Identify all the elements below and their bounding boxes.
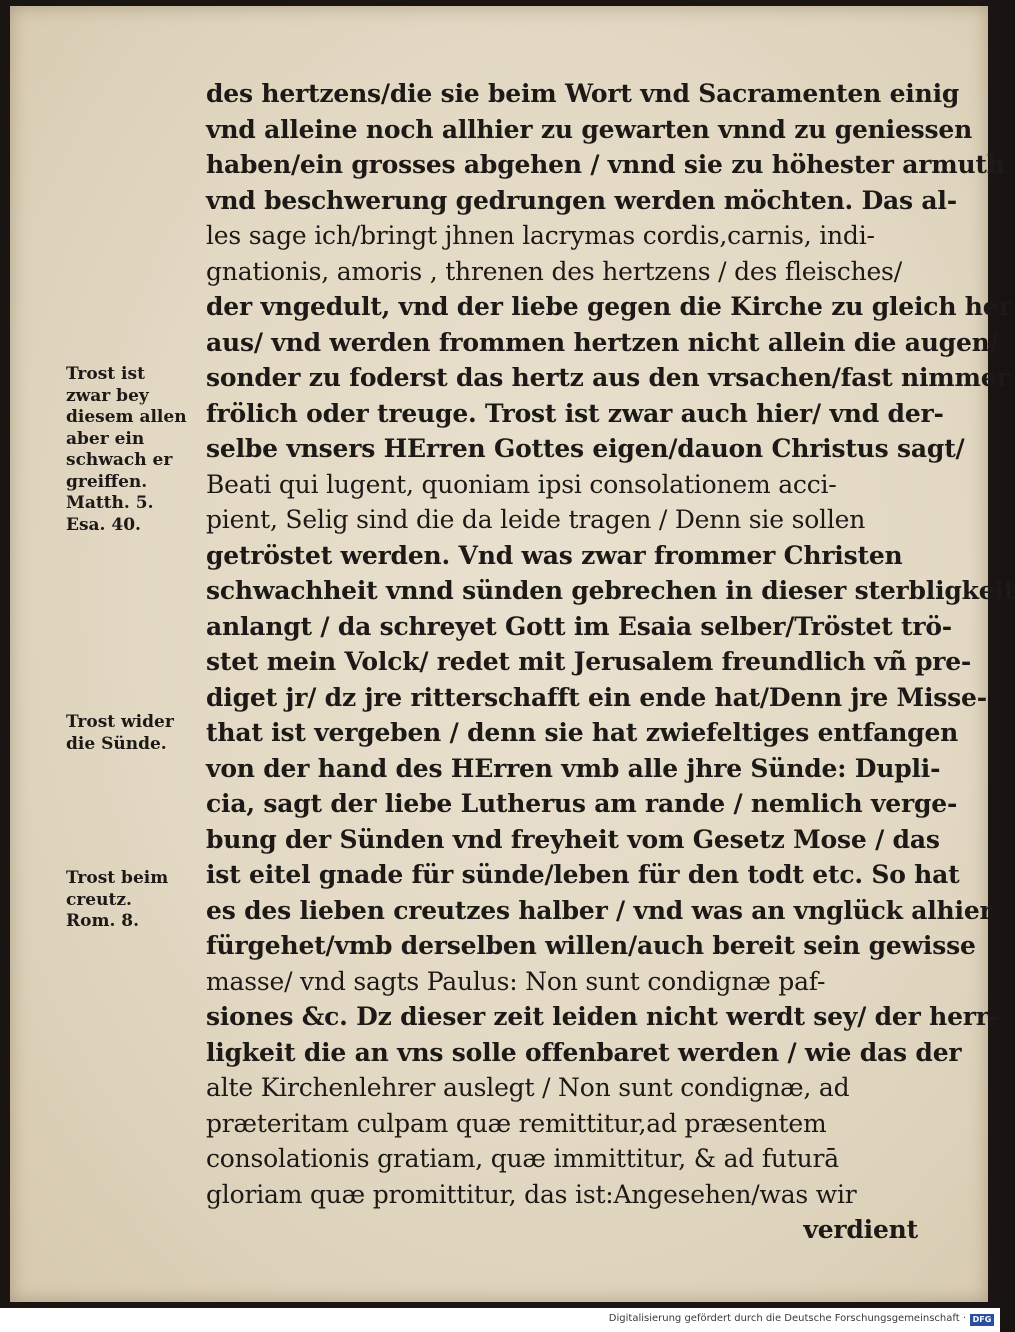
text-line: es des lieben creutzes halber / vnd was an vnglück alhier [206,895,993,925]
text-line: gloriam quæ promittitur, das ist:Angesehen/was wir [206,1179,857,1209]
text-line: masse/ vnd sagts Paulus: Non sunt condignæ paf- [206,966,826,996]
text-line: anlangt / da schreyet Gott im Esaia selber/Tröstet trö- [206,611,952,641]
text-line: stet mein Volck/ redet mit Jerusalem freundlich vñ pre- [206,647,972,676]
text-line: pient, Selig sind die da leide tragen / Denn sie sollen [206,505,866,534]
text-line: von der hand des HErren vmb alle jhre Sünde: Dupli- [206,753,941,783]
margin-note-line: die Sünde. [66,733,167,754]
footer-bar [0,1308,1000,1332]
margin-note-line: aber ein [66,428,145,449]
margin-note-line: Trost ist [66,364,145,384]
catchword: verdient [803,1215,918,1244]
book-page [10,6,1015,1302]
text-line: frölich oder treuge. Trost ist zwar auch hier/ vnd der- [206,398,944,428]
margin-note-trost-suende [66,712,216,755]
margin-note-line: zwar bey [66,385,149,406]
text-line: selbe vnsers HErren Gottes eigen/dauon Christus sagt/ [206,434,965,463]
margin-note-line: Matth. 5. [66,493,154,513]
margin-note-line: schwach er [66,450,173,470]
margin-note-line: Trost wider [66,712,174,732]
margin-note-line: Esa. 40. [66,514,141,535]
footer-credit: Digitalisierung gefördert durch die Deutsche Forschungsgemeinschaft · [608,1313,966,1324]
text-line: ligkeit die an vns solle offenbaret werden / wie das der [206,1037,962,1067]
margin-note-line: creutz. [66,889,132,910]
text-line: consolationis gratiam, quæ immittitur, & ad futurā [206,1144,840,1173]
text-line: cia, sagt der liebe Lutherus am rande / nemlich verge- [206,789,958,818]
text-line: ist eitel gnade für sünde/leben für den todt etc. So hat [206,860,960,889]
text-line: les sage ich/bringt jhnen lacrymas cordis,carnis, indi- [206,221,875,250]
text-line: getröstet werden. Vnd was zwar frommer Christen [206,540,903,570]
text-line: des hertzens/die sie beim Wort vnd Sacramenten einig [206,79,960,108]
margin-note-trost-creutz [66,868,216,933]
text-line: diget jr/ dz jre ritterschafft ein ende hat/Denn jre Misse- [206,682,987,712]
margin-note-trost-schwach [66,364,216,536]
text-line: aus/ vnd werden frommen hertzen nicht allein die augen/ [206,327,999,357]
text-line: gnationis, amoris , threnen des hertzens / des fleisches/ [206,256,902,286]
text-line: vnd beschwerung gedrungen werden möchten. Das al- [206,185,957,215]
main-text-block [206,76,1015,1248]
margin-note-line: Trost beim [66,868,169,888]
dfg-logo-icon: DFG [970,1314,994,1326]
margin-note-line: diesem allen [66,407,187,427]
margin-note-line: Rom. 8. [66,911,140,931]
text-line: siones &c. Dz dieser zeit leiden nicht werdt sey/ der herr- [206,1002,999,1031]
text-line: vnd alleine noch allhier zu gewarten vnnd zu geniessen [206,114,973,144]
text-line: bung der Sünden vnd freyheit vom Gesetz Mose / das [206,824,940,854]
text-line: that ist vergeben / denn sie hat zwiefeltiges entfangen [206,718,959,747]
text-line: schwachheit vnnd sünden gebrechen in dieser sterbligkeit [206,576,1015,605]
text-line: haben/ein grosses abgehen / vnnd sie zu höhester armuth [206,150,1005,179]
text-line: der vngedult, vnd der liebe gegen die Kirche zu gleich her [206,292,1012,321]
text-line: præteritam culpam quæ remittitur,ad præsentem [206,1108,827,1138]
text-line: fürgehet/vmb derselben willen/auch bereit sein gewisse [206,931,976,960]
margin-note-line: greiffen. [66,471,148,492]
text-line: Beati qui lugent, quoniam ipsi consolationem acci- [206,469,837,499]
text-line: alte Kirchenlehrer auslegt / Non sunt condignæ, ad [206,1073,850,1102]
text-line: sonder zu foderst das hertz aus den vrsachen/fast nimmer [206,363,1010,392]
